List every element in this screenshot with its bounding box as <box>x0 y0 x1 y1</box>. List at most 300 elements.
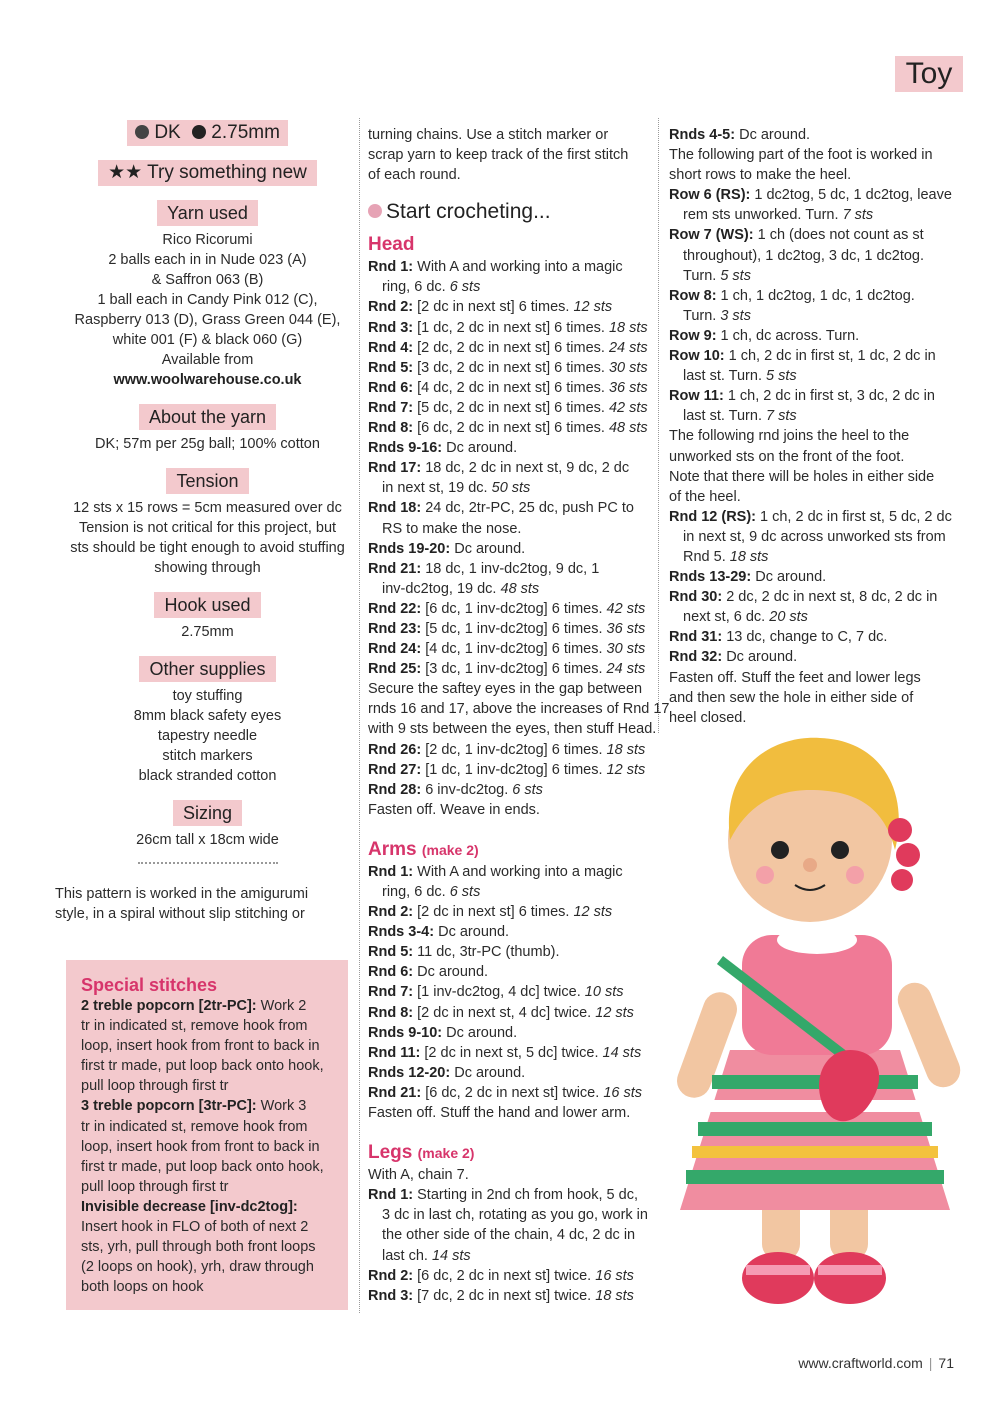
special-stitch-name: 3 treble popcorn [3tr-PC]: <box>81 1098 257 1115</box>
section-line: 2 balls each in in Nude 023 (A) <box>108 252 307 268</box>
row-label: Row 7 (WS): <box>669 227 754 244</box>
difficulty-pill: ★★ Try something new <box>98 160 317 186</box>
legs-heading-text: Legs <box>368 1142 413 1164</box>
pattern-intro <box>55 884 360 924</box>
instructions-column-2 <box>368 125 670 1306</box>
instruction-text: 6 inv-dc2tog. <box>421 781 513 798</box>
instruction-row <box>368 1023 653 1043</box>
instruction-text: 18 dc, 1 inv-dc2tog, 9 dc, 1 <box>421 560 600 577</box>
row-label: Rnd 24: <box>368 641 422 658</box>
row-label: Rnd 21: <box>368 1084 422 1101</box>
stitch-count: 10 sts <box>584 984 624 1001</box>
instruction-continuation <box>669 306 959 326</box>
instruction-row <box>368 1003 653 1023</box>
special-stitch-name: 2 treble popcorn [2tr-PC]: <box>81 998 257 1014</box>
section-tag: Toy <box>895 56 963 92</box>
head-heading: Head <box>368 234 415 256</box>
skirt-stripe <box>686 1170 944 1184</box>
section-body <box>55 230 360 390</box>
stitch-count: 36 sts <box>608 379 648 396</box>
instruction-line: Secure the saftey eyes in the gap between <box>368 681 643 698</box>
instruction-text: 11 dc, 3tr-PC (thumb). <box>413 944 560 961</box>
instruction-row <box>368 1043 653 1063</box>
instruction-text: in next st, 19 dc. <box>382 480 492 497</box>
section-line: Rico Ricorumi <box>162 232 253 248</box>
footer-separator: | <box>928 1355 933 1371</box>
special-stitch-text: Insert hook in FLO of both of next 2 <box>81 1219 309 1236</box>
instruction-text: [6 dc, 2 dc in next st] twice. <box>413 1267 596 1284</box>
section-line: Raspberry 013 (D), Grass Green 044 (E), <box>74 312 341 328</box>
stitch-count: 12 sts <box>573 904 613 921</box>
special-stitch-text: first tr made, put loop back onto hook, <box>81 1058 324 1075</box>
instruction-text: [6 dc, 1 inv-dc2tog] 6 times. <box>421 600 607 617</box>
special-stitches-box <box>66 960 348 1310</box>
instruction-text: [2 dc in next st] 6 times. <box>413 904 574 921</box>
special-stitch-text: loop, insert hook from front to back in <box>81 1038 320 1055</box>
instruction-continuation <box>669 266 959 286</box>
hook-size: 2.75mm <box>211 122 280 143</box>
instruction-row <box>368 922 653 942</box>
instruction-row <box>368 338 653 358</box>
instruction-line: Note that there will be holes in either side <box>669 468 935 485</box>
special-stitch-line <box>81 1036 339 1056</box>
stitch-count: 30 sts <box>606 641 646 658</box>
row-label: Rnd 6: <box>368 964 414 981</box>
instruction-text: last st. Turn. <box>683 408 766 425</box>
special-stitch-text: both loops on hook <box>81 1279 204 1296</box>
section-body <box>55 830 360 850</box>
instruction-row <box>368 559 653 579</box>
stitch-count: 6 sts <box>449 884 481 900</box>
section-line: stitch markers <box>162 748 253 764</box>
instruction-continuation <box>368 579 653 599</box>
instruction-row <box>669 225 959 245</box>
section-line: Tension is not critical for this project, but <box>78 520 337 536</box>
special-stitch-text: tr in indicated st, remove hook from <box>81 1118 308 1135</box>
instruction-row <box>368 962 653 982</box>
row-label: Rnd 26: <box>368 741 422 758</box>
stitch-count: 16 sts <box>595 1267 634 1284</box>
instruction-row <box>368 740 653 760</box>
doll-eye-left <box>771 841 789 859</box>
instruction-text: [4 dc, 2 dc in next st] 6 times. <box>413 379 609 396</box>
instruction-line: scrap yarn to keep track of the first stitch <box>368 147 629 164</box>
special-stitch-line <box>81 1016 339 1036</box>
instruction-text: next st, 6 dc. <box>683 609 770 626</box>
instruction-continuation <box>368 1205 653 1225</box>
instruction-text: 1 ch, 1 dc2tog, 1 dc, 1 dc2tog. <box>716 287 915 304</box>
yarn-supplier-link[interactable]: www.woolwarehouse.co.uk <box>113 372 302 388</box>
instruction-row <box>669 567 959 587</box>
row-label: Rnd 32: <box>669 649 723 666</box>
instruction-text: throughout), 1 dc2tog, 3 dc, 1 dc2tog. <box>683 247 925 264</box>
doll-eye-right <box>831 841 849 859</box>
special-stitch-line <box>81 1076 339 1096</box>
instruction-line: Fasten off. Stuff the feet and lower legs <box>669 669 921 686</box>
row-label: Rnd 3: <box>368 1287 414 1304</box>
instruction-text: ring, 6 dc. <box>382 279 450 296</box>
stitch-count: 42 sts <box>608 399 648 416</box>
instruction-text: [1 dc, 2 dc in next st] 6 times. <box>413 319 609 336</box>
section-line: black stranded cotton <box>138 768 277 784</box>
instruction-text: Dc around. <box>751 569 827 586</box>
special-stitch-line <box>81 1257 339 1277</box>
instruction-continuation <box>669 406 959 426</box>
instruction-row <box>368 378 653 398</box>
instruction-text: rem sts unworked. Turn. <box>683 207 843 224</box>
section-line: toy stuffing <box>172 688 243 704</box>
instruction-text: [3 dc, 1 inv-dc2tog] 6 times. <box>421 661 607 678</box>
instruction-continuation <box>669 246 959 266</box>
instruction-text: 3 dc in last ch, rotating as you go, work in <box>382 1207 648 1224</box>
instruction-row <box>368 458 653 478</box>
instruction-row <box>368 1083 653 1103</box>
special-stitch-line <box>81 1117 339 1137</box>
intro-line: style, in a spiral without slip stitching or <box>55 906 305 922</box>
instruction-text: [6 dc, 2 dc in next st] 6 times. <box>413 420 609 437</box>
row-label: Row 8: <box>669 287 717 304</box>
instruction-text: [5 dc, 1 inv-dc2tog] 6 times. <box>421 620 607 637</box>
skirt-stripe <box>712 1075 918 1089</box>
arms-note: (make 2) <box>421 841 479 858</box>
row-label: Rnd 12 (RS): <box>669 508 756 525</box>
stitch-count: 5 sts <box>766 368 797 385</box>
stitch-count: 16 sts <box>603 1084 642 1101</box>
instruction-line: heel closed. <box>669 709 747 726</box>
instruction-text: [5 dc, 2 dc in next st] 6 times. <box>413 399 609 416</box>
arms-heading <box>368 838 653 862</box>
instruction-row <box>368 760 653 780</box>
row-label: Rnds 13-29: <box>669 569 752 586</box>
sidebar-section <box>55 800 360 850</box>
skirt-stripe <box>692 1146 938 1158</box>
instruction-text: [2 dc in next st, 4 dc] twice. <box>413 1004 596 1021</box>
row-label: Rnd 7: <box>368 984 414 1001</box>
section-title: Other supplies <box>139 656 275 682</box>
row-label: Rnd 8: <box>368 420 414 437</box>
stitch-count: 18 sts <box>608 319 648 336</box>
instruction-text: [3 dc, 2 dc in next st] 6 times. <box>413 359 609 376</box>
special-stitch-line <box>81 1197 339 1217</box>
doll-nose <box>803 858 817 872</box>
special-stitches-title: Special stitches <box>81 975 218 995</box>
row-label: Rnds 3-4: <box>368 924 435 941</box>
instruction-row <box>669 507 959 527</box>
special-stitch-line <box>81 1277 339 1297</box>
instruction-text: 1 ch, dc across. Turn. <box>716 327 860 344</box>
section-body <box>55 686 360 786</box>
row-label: Rnd 2: <box>368 1267 414 1284</box>
instruction-continuation <box>368 1225 653 1245</box>
row-label: Row 11: <box>669 388 724 405</box>
section-body <box>55 498 360 578</box>
page-number: 71 <box>938 1355 954 1371</box>
instruction-row <box>368 358 653 378</box>
doll-shoe-band <box>746 1265 810 1275</box>
yarn-weight: DK <box>154 122 181 143</box>
row-label: Rnd 1: <box>368 1187 414 1204</box>
special-stitch-line <box>81 1237 339 1257</box>
special-stitch-text: pull loop through first tr <box>81 1078 229 1095</box>
stitch-count: 7 sts <box>842 207 874 224</box>
instruction-text: 13 dc, change to C, 7 dc. <box>722 629 888 646</box>
instruction-row <box>368 659 653 679</box>
doll-cheek <box>846 866 864 884</box>
instruction-row <box>368 902 653 922</box>
instruction-text: With A and working into a magic <box>413 259 623 276</box>
instruction-text: 2 dc, 2 dc in next st, 8 dc, 2 dc in <box>722 589 938 606</box>
special-stitch-line <box>81 1177 339 1197</box>
stitch-count: 3 sts <box>720 307 751 324</box>
instruction-text: Starting in 2nd ch from hook, 5 dc, <box>413 1187 638 1204</box>
instruction-row <box>669 125 959 145</box>
hair-curl <box>891 869 913 891</box>
section-title: Hook used <box>154 592 260 618</box>
sidebar-section <box>55 200 360 390</box>
section-title: Yarn used <box>157 200 258 226</box>
stitch-count: 36 sts <box>606 620 646 637</box>
stitch-count: 5 sts <box>720 267 751 284</box>
instruction-text: [2 dc, 1 inv-dc2tog] 6 times. <box>421 741 607 758</box>
instruction-row <box>368 1185 653 1205</box>
instruction-text: 1 dc2tog, 5 dc, 1 dc2tog, leave <box>750 187 952 204</box>
section-line: 8mm black safety eyes <box>133 708 282 724</box>
instruction-line: of the heel. <box>669 488 741 505</box>
row-label: Rnds 12-20: <box>368 1064 451 1081</box>
instruction-text: [2 dc in next st, 5 dc] twice. <box>420 1044 603 1061</box>
row-label: Rnd 8: <box>368 1004 414 1021</box>
instruction-text: last st. Turn. <box>683 368 766 385</box>
skirt-stripe <box>705 1100 925 1112</box>
doll-shoe-left <box>742 1252 814 1304</box>
sidebar-section <box>55 592 360 642</box>
yarn-weight-pill <box>127 120 288 146</box>
stitch-count: 24 sts <box>606 661 646 678</box>
row-label: Rnds 9-10: <box>368 1024 443 1041</box>
stitch-count: 50 sts <box>491 480 531 497</box>
special-stitch-line <box>81 1056 339 1076</box>
instruction-line: of each round. <box>368 167 461 184</box>
instruction-text: [1 dc, 1 inv-dc2tog] 6 times. <box>421 761 607 778</box>
section-line: white 001 (F) & black 060 (G) <box>112 332 303 348</box>
section-line: DK; 57m per 25g ball; 100% cotton <box>95 436 320 452</box>
instruction-text: 1 ch, 2 dc in first st, 1 dc, 2 dc in <box>724 348 936 365</box>
instruction-row <box>368 539 653 559</box>
stitch-count: 48 sts <box>608 420 648 437</box>
intro-line: This pattern is worked in the amigurumi <box>55 886 309 902</box>
legs-note: (make 2) <box>417 1145 475 1162</box>
sidebar-section <box>55 404 360 454</box>
instruction-row <box>368 398 653 418</box>
instruction-row <box>368 1063 653 1083</box>
special-stitch-text: sts, yrh, pull through both front loops <box>81 1239 316 1256</box>
instruction-line: rnds 16 and 17, above the increases of Rnd 17 <box>368 701 670 718</box>
stitch-count: 7 sts <box>766 408 797 425</box>
instruction-text: Dc around. <box>413 964 489 981</box>
stitch-count: 30 sts <box>608 359 648 376</box>
instruction-continuation <box>669 205 959 225</box>
special-stitch-line <box>81 1217 339 1237</box>
stitch-count: 18 sts <box>595 1287 634 1304</box>
instruction-text: Dc around. <box>735 127 811 143</box>
instruction-text: 24 dc, 2tr-PC, 25 dc, push PC to <box>421 500 634 517</box>
column-divider <box>359 118 360 1313</box>
instruction-text: inv-dc2tog, 19 dc. <box>382 580 501 597</box>
row-label: Rnd 6: <box>368 379 414 396</box>
instruction-row <box>368 780 653 800</box>
instruction-line: Fasten off. Stuff the hand and lower arm. <box>368 1105 631 1122</box>
row-label: Rnd 7: <box>368 399 414 416</box>
doll-cheek <box>756 866 774 884</box>
instruction-row <box>368 1286 653 1306</box>
instruction-continuation <box>368 1246 653 1266</box>
special-stitch-text: Work 2 <box>256 998 307 1014</box>
row-label: Rnds 19-20: <box>368 540 451 557</box>
instruction-continuation <box>669 547 959 567</box>
instruction-row <box>669 185 959 205</box>
instruction-continuation <box>669 366 959 386</box>
row-label: Rnd 11: <box>368 1044 421 1061</box>
row-label: Rnd 23: <box>368 620 422 637</box>
row-label: Rnd 5: <box>368 944 414 961</box>
instruction-row <box>669 346 959 366</box>
instruction-row <box>368 982 653 1002</box>
row-label: Rnd 31: <box>669 629 723 646</box>
section-line: tapestry needle <box>157 728 258 744</box>
instruction-row <box>368 862 653 882</box>
special-stitch-text: tr in indicated st, remove hook from <box>81 1018 308 1035</box>
instruction-row <box>368 942 653 962</box>
instruction-text: [2 dc, 2 dc in next st] 6 times. <box>413 339 609 356</box>
stitch-count: 12 sts <box>595 1004 634 1021</box>
stitch-count: 12 sts <box>606 761 646 778</box>
special-stitch-line <box>81 1157 339 1177</box>
special-stitch-text: (2 loops on hook), yrh, draw through <box>81 1259 314 1276</box>
row-label: Rnd 27: <box>368 761 422 778</box>
sidebar-section <box>55 656 360 786</box>
row-label: Rnd 1: <box>368 259 414 276</box>
instructions-column-3 <box>669 125 959 728</box>
row-label: Row 9: <box>669 327 717 344</box>
row-label: Rnd 28: <box>368 781 422 798</box>
instruction-row <box>368 438 653 458</box>
stitch-count: 6 sts <box>512 781 543 798</box>
instruction-text: 1 ch (does not count as st <box>753 227 924 244</box>
row-label: Rnd 4: <box>368 339 414 356</box>
stitch-count: 6 sts <box>449 279 481 296</box>
instruction-text: RS to make the nose. <box>382 520 522 537</box>
row-label: Rnd 1: <box>368 863 414 880</box>
instruction-continuation <box>368 519 653 539</box>
instruction-continuation <box>669 607 959 627</box>
crochet-doll-image <box>650 730 970 1310</box>
stitch-count: 24 sts <box>608 339 648 356</box>
section-title: Sizing <box>173 800 242 826</box>
row-label: Row 10: <box>669 348 725 365</box>
instruction-line: Fasten off. Weave in ends. <box>368 801 540 818</box>
instruction-text: [4 dc, 1 inv-dc2tog] 6 times. <box>421 641 607 658</box>
stitch-count: 18 sts <box>606 741 646 758</box>
instruction-text: 1 ch, 2 dc in first st, 3 dc, 2 dc in <box>723 388 935 405</box>
section-line: showing through <box>154 560 261 576</box>
instruction-text: [2 dc in next st] 6 times. <box>413 299 574 316</box>
section-line: 2.75mm <box>181 624 234 640</box>
instruction-line: The following part of the foot is worked in <box>669 147 933 164</box>
section-body <box>55 622 360 642</box>
section-line: Available from <box>161 352 254 368</box>
instruction-text: Dc around. <box>442 1024 518 1041</box>
instruction-row <box>368 297 653 317</box>
stitch-count: 48 sts <box>500 580 540 597</box>
instruction-row <box>368 1266 653 1286</box>
stitch-count: 12 sts <box>573 299 613 316</box>
row-label: Rnd 25: <box>368 661 422 678</box>
instruction-text: Dc around. <box>722 649 798 666</box>
row-label: Rnd 17: <box>368 460 422 477</box>
instruction-continuation <box>368 478 653 498</box>
special-stitch-line <box>81 996 339 1016</box>
stitch-count: 14 sts <box>602 1044 642 1061</box>
instruction-line: With A, chain 7. <box>368 1167 469 1184</box>
instruction-continuation <box>368 277 653 297</box>
instruction-text: Rnd 5. <box>683 548 730 565</box>
instruction-row <box>368 257 653 277</box>
instruction-text: Dc around. <box>434 924 510 941</box>
instruction-text: Turn. <box>683 267 721 284</box>
instruction-line: and then sew the hole in either side of <box>669 689 914 706</box>
instruction-row <box>669 647 959 667</box>
instruction-text: Turn. <box>683 307 721 324</box>
instruction-row <box>669 386 959 406</box>
arms-heading-text: Arms <box>368 838 417 860</box>
start-heading <box>368 199 653 225</box>
section-line: sts should be tight enough to avoid stuffing <box>70 540 345 556</box>
row-label: Rnds 4-5: <box>669 127 736 143</box>
stitch-count: 14 sts <box>431 1247 471 1264</box>
section-line: 26cm tall x 18cm wide <box>136 832 279 848</box>
sidebar <box>55 120 360 924</box>
instruction-line: unworked sts on the front of the foot. <box>669 448 905 465</box>
section-line: 12 sts x 15 rows = 5cm measured over dc <box>73 500 342 516</box>
row-label: Rnd 22: <box>368 600 422 617</box>
instruction-text: [1 inv-dc2tog, 4 dc] twice. <box>413 984 585 1001</box>
instruction-row <box>669 627 959 647</box>
special-stitch-text: pull loop through first tr <box>81 1178 229 1195</box>
instruction-text: 1 ch, 2 dc in first st, 5 dc, 2 dc <box>756 508 952 525</box>
instruction-continuation <box>368 882 653 902</box>
instruction-continuation <box>669 527 959 547</box>
instruction-row <box>368 639 653 659</box>
instruction-line: with 9 sts between the eyes, then stuff Head. <box>368 721 657 738</box>
yarn-ball-icon <box>135 125 149 139</box>
row-label: Rnd 2: <box>368 299 414 316</box>
doll-shoe-band <box>818 1265 882 1275</box>
row-label: Rnd 2: <box>368 904 414 921</box>
hair-curl <box>888 818 912 842</box>
special-stitch-text: Work 3 <box>256 1098 307 1115</box>
instruction-row <box>368 619 653 639</box>
instruction-row <box>669 587 959 607</box>
instruction-text: last ch. <box>382 1247 432 1264</box>
doll-collar <box>777 926 857 954</box>
instruction-line: turning chains. Use a stitch marker or <box>368 127 609 143</box>
special-stitch-text: loop, insert hook from front to back in <box>81 1138 320 1155</box>
skirt-stripe <box>698 1122 932 1136</box>
special-stitch-text: first tr made, put loop back onto hook, <box>81 1158 324 1175</box>
special-stitch-line <box>81 1096 339 1116</box>
row-label: Rnd 3: <box>368 319 414 336</box>
instruction-text: Dc around. <box>450 540 526 557</box>
